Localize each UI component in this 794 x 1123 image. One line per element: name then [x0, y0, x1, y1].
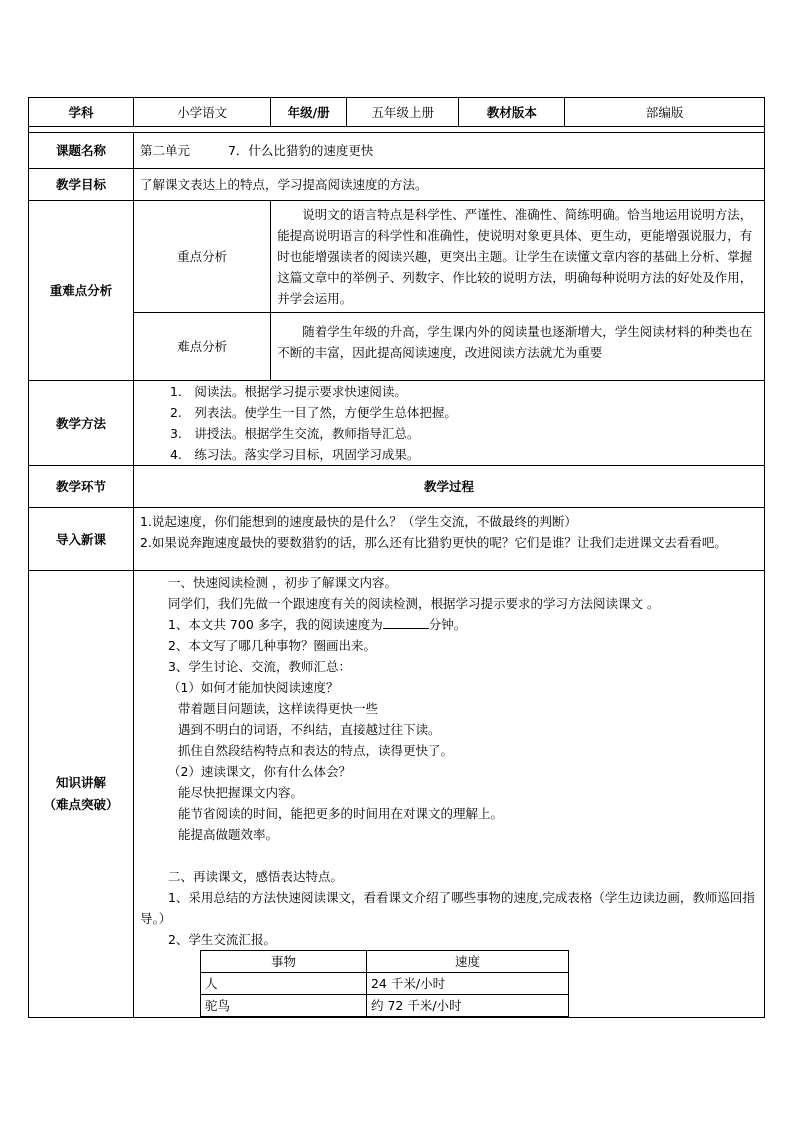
method-item: 4. 练习法。落实学习目标，巩固学习成果。: [169, 447, 420, 462]
intro-line-2: 2.如果说奔跑速度最快的要数猎豹的话，那么还有比猎豹更快的呢？它们是谁？让我们走进课文去看看吧。: [139, 535, 727, 550]
method-item: 1. 阅读法。根据学习提示要求快速阅读。: [169, 384, 407, 399]
section-2-question-2: 2、学生交流汇报。: [167, 932, 276, 947]
intro-line-1: 1.说起速度，你们能想到的速度最快的是什么？（学生交流，不做最终的判断）: [139, 514, 577, 529]
method-item: 2. 列表法。使学生一目了然，方便学生总体把握。: [169, 405, 457, 420]
topic-row: [29, 133, 765, 169]
point-2-answer: 能节省阅读的时间，能把更多的时间用在对课文的理解上。: [177, 806, 503, 821]
knowledge-row: [29, 571, 765, 1018]
diff-analysis-row: [29, 313, 765, 381]
edition-value: 部编版: [565, 98, 765, 127]
subject-value: 小学语文: [133, 98, 270, 127]
section-1-intro: 同学们，我们先做一个跟速度有关的阅读检测，根据学习提示要求的学习方法阅读课文 。: [167, 596, 660, 611]
point-1-answer: 遇到不明白的词语，不纠结，直接越过往下读。: [177, 722, 441, 737]
point-2: （2）速读课文，你有什么体会？: [167, 764, 351, 779]
point-1: （1）如何才能加快阅读速度？: [167, 680, 339, 695]
subject-label: 学科: [29, 98, 134, 127]
edition-label: 教材版本: [459, 98, 565, 127]
table-cell-speed: 约 72 千米/小时: [366, 995, 568, 1017]
key-analysis-row: [29, 201, 765, 313]
speed-table-header-speed: 速度: [366, 951, 568, 973]
analysis-label: 重难点分析: [29, 201, 134, 381]
process-label: 教学环节: [29, 466, 134, 508]
question-1-unit: 分钟。: [428, 617, 467, 632]
knowledge-label-line1: 知识讲解: [55, 775, 106, 790]
point-1-answer: 带着题目问题读，这样读得更快一些: [177, 701, 378, 716]
intro-row: [29, 508, 765, 571]
table-cell-thing: 驼鸟: [200, 995, 366, 1017]
section-2-title: 二、再读课文，感悟表达特点。: [167, 869, 343, 884]
grade-label: 年级/册: [271, 98, 347, 127]
methods-list: [133, 381, 764, 466]
speed-table: [200, 950, 569, 1017]
section-1-title: 一、快速阅读检测 ，初步了解课文内容。: [167, 575, 397, 590]
diff-analysis-label: 难点分析: [133, 313, 270, 381]
knowledge-label: [29, 571, 134, 1018]
question-2: 2、本文写了哪几种事物？圈画出来。: [167, 638, 376, 653]
knowledge-content: [133, 571, 764, 1018]
spacer: [140, 845, 758, 866]
intro-text: [133, 508, 764, 571]
point-2-answer: 能提高做题效率。: [177, 827, 278, 842]
goal-label: 教学目标: [29, 169, 134, 201]
diff-analysis-text: 随着学生年级的升高，学生课内外的阅读量也逐渐增大，学生阅读材料的种类也在不断的丰富，因此提高阅读速度，改进阅读方法就尤为重要: [271, 313, 765, 381]
answer-blank[interactable]: [383, 614, 429, 629]
goal-row: [29, 169, 765, 201]
question-3: 3、学生讨论、交流，教师汇总：: [167, 659, 351, 674]
topic-value: [133, 133, 764, 169]
methods-row: [29, 381, 765, 466]
table-cell-thing: 人: [200, 973, 366, 995]
methods-label: 教学方法: [29, 381, 134, 466]
table-row: [200, 995, 568, 1017]
question-1-text: 1、本文共 700 多字，我的阅读速度为: [167, 617, 383, 632]
goal-text: 了解课文表达上的特点，学习提高阅读速度的方法。: [133, 169, 764, 201]
table-row: [200, 973, 568, 995]
point-2-answer: 能尽快把握课文内容。: [177, 785, 303, 800]
topic-unit: 第二单元: [139, 143, 190, 158]
point-1-answer: 抓住自然段结构特点和表达的特点，读得更快了。: [177, 743, 453, 758]
speed-table-header-thing: 事物: [200, 951, 366, 973]
grade-value: 五年级上册: [347, 98, 459, 127]
process-row: [29, 466, 765, 508]
key-analysis-label: 重点分析: [133, 201, 270, 313]
speed-table-header: [200, 951, 568, 973]
question-1: [140, 614, 758, 635]
table-cell-speed: 24 千米/小时: [366, 973, 568, 995]
lesson-plan-table: [28, 97, 765, 1018]
process-value: 教学过程: [133, 466, 764, 508]
intro-label: 导入新课: [29, 508, 134, 571]
section-2-question-1: 1、采用总结的方法快速阅读课文，看看课文介绍了哪些事物的速度,完成表格（学生边读边画，教师巡回指导。）: [139, 890, 755, 926]
topic-title: 7．什么比猎豹的速度更快: [227, 143, 374, 158]
knowledge-label-line2: （难点突破）: [43, 797, 119, 812]
key-analysis-text: 说明文的语言特点是科学性、严谨性、准确性、简练明确。恰当地运用说明方法，能提高说明语言的科学性和准确性，使说明对象更具体、更生动，更能增强说服力，有时也能增强读者的阅读兴趣，更突出主题。让学生在读懂文章内容的基础上分析、掌握这篇文章中的举例子、列数字、作比较的说明方法，明确每种说明方法的好处及作用，并学会运用。: [271, 201, 765, 313]
topic-label: 课题名称: [29, 133, 134, 169]
header-row: [29, 98, 765, 127]
method-item: 3. 讲授法。根据学生交流，教师指导汇总。: [169, 426, 420, 441]
lesson-plan-page: [28, 97, 765, 1018]
